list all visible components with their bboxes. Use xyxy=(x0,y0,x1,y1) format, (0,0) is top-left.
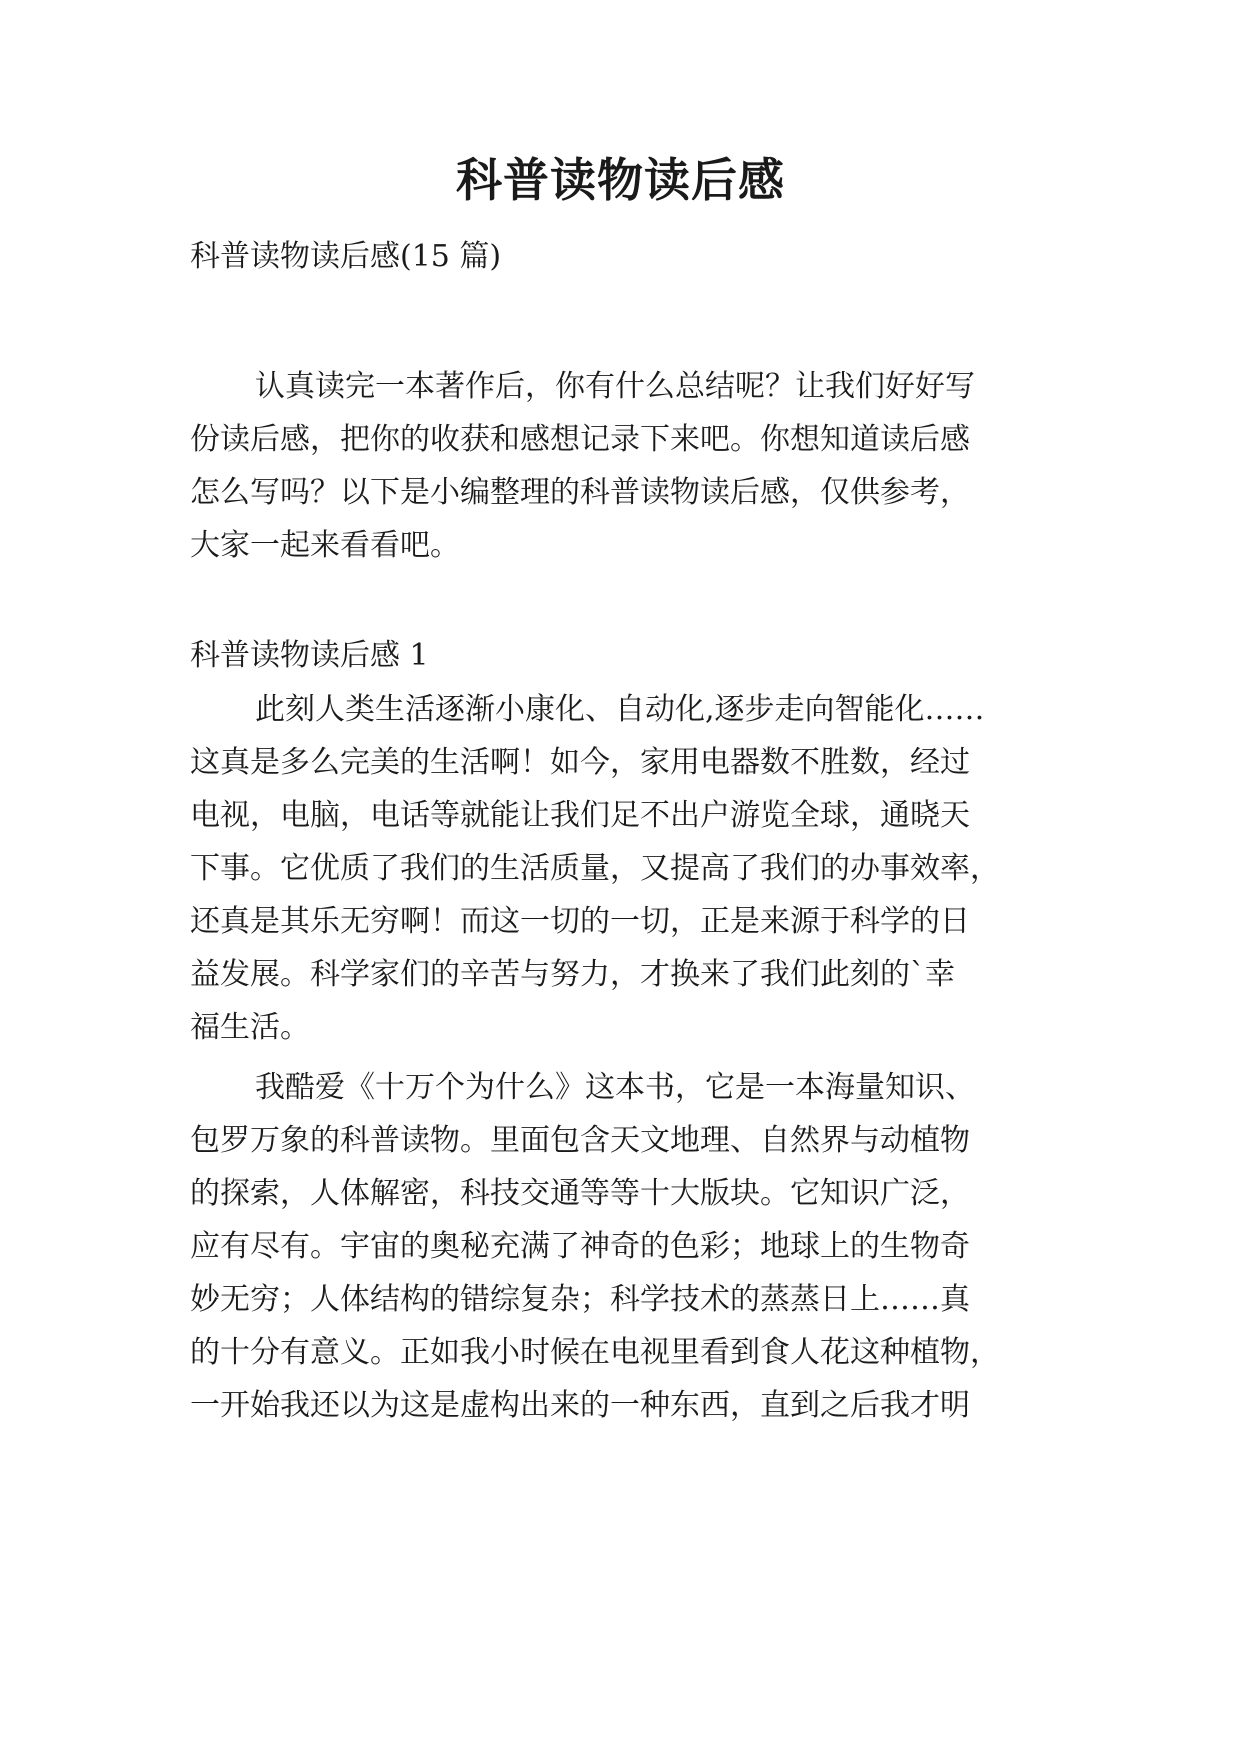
document-title: 科普读物读后感 xyxy=(456,153,785,207)
paragraph-line: 包罗万象的科普读物。里面包含天文地理、自然界与动植物 xyxy=(190,1123,970,1158)
intro-line: 认真读完一本著作后，你有什么总结呢？让我们好好写 xyxy=(255,369,975,404)
intro-line: 份读后感，把你的收获和感想记录下来吧。你想知道读后感 xyxy=(190,422,970,457)
paragraph-line: 电视，电脑，电话等就能让我们足不出户游览全球，通晓天 xyxy=(190,798,970,833)
paragraph-line: 此刻人类生活逐渐小康化、自动化,逐步走向智能化…… xyxy=(255,692,985,727)
document-subtitle: 科普读物读后感(15 篇) xyxy=(190,239,502,274)
section-heading: 科普读物读后感 1 xyxy=(190,638,429,673)
paragraph-line: 还真是其乐无穷啊！而这一切的一切，正是来源于科学的日 xyxy=(190,904,970,939)
paragraph-line: 福生活。 xyxy=(190,1010,310,1045)
intro-line: 怎么写吗？以下是小编整理的科普读物读后感，仅供参考， xyxy=(190,475,970,510)
paragraph-line: 益发展。科学家们的辛苦与努力，才换来了我们此刻的`幸 xyxy=(190,957,955,992)
paragraph-line: 应有尽有。宇宙的奥秘充满了神奇的色彩；地球上的生物奇 xyxy=(190,1229,970,1264)
intro-line: 大家一起来看看吧。 xyxy=(190,528,460,563)
paragraph-line: 我酷爱《十万个为什么》这本书，它是一本海量知识、 xyxy=(255,1070,975,1105)
paragraph-line: 一开始我还以为这是虚构出来的一种东西，直到之后我才明 xyxy=(190,1388,970,1423)
paragraph-line: 这真是多么完美的生活啊！如今，家用电器数不胜数，经过 xyxy=(190,745,970,780)
paragraph-line: 的十分有意义。正如我小时候在电视里看到食人花这种植物， xyxy=(190,1335,1000,1370)
paragraph-line: 下事。它优质了我们的生活质量，又提高了我们的办事效率， xyxy=(190,851,1000,886)
paragraph-line: 的探索，人体解密，科技交通等等十大版块。它知识广泛， xyxy=(190,1176,970,1211)
paragraph-line: 妙无穷；人体结构的错综复杂；科学技术的蒸蒸日上……真 xyxy=(190,1282,970,1317)
